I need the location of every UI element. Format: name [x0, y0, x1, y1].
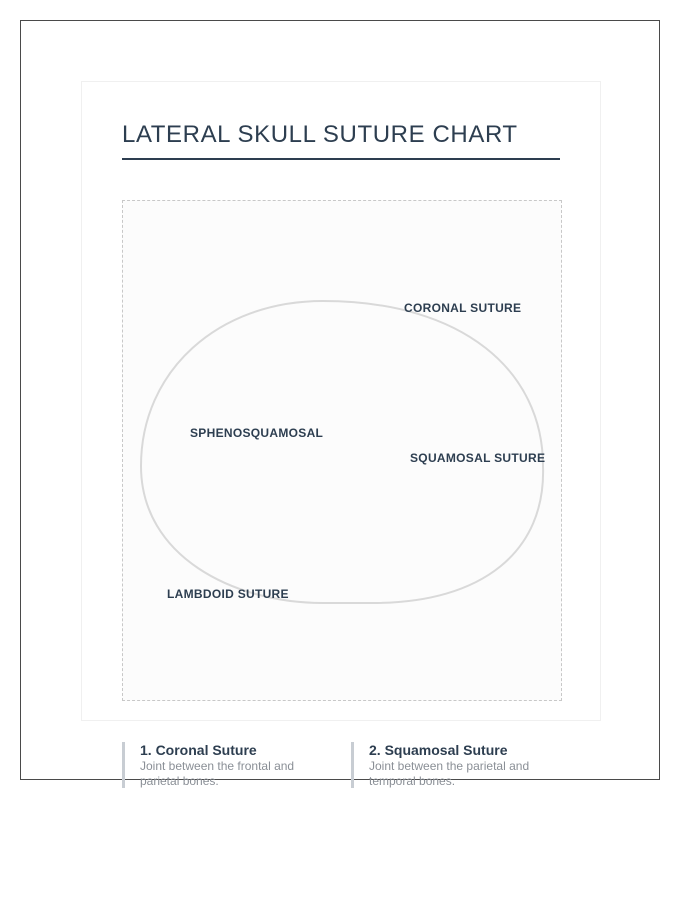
- legend-item-coronal: [122, 742, 322, 788]
- legend-item-squamosal: [351, 742, 551, 788]
- label-squamosal-suture: SQUAMOSAL SUTURE: [410, 451, 546, 465]
- legend-title: 1. Coronal Suture: [140, 742, 257, 758]
- legend-description: Joint between the frontal and parietal bones.: [140, 759, 295, 788]
- label-sphenosquamosal: SPHENOSQUAMOSAL: [190, 426, 324, 440]
- label-lambdoid-suture: LAMBDOID SUTURE: [167, 587, 289, 601]
- legend-title: 2. Squamosal Suture: [369, 742, 508, 758]
- legend-description: Joint between the parietal and temporal bones.: [369, 759, 530, 788]
- chart-title: LATERAL SKULL SUTURE CHART: [122, 120, 560, 160]
- label-coronal-suture: CORONAL SUTURE: [404, 301, 522, 315]
